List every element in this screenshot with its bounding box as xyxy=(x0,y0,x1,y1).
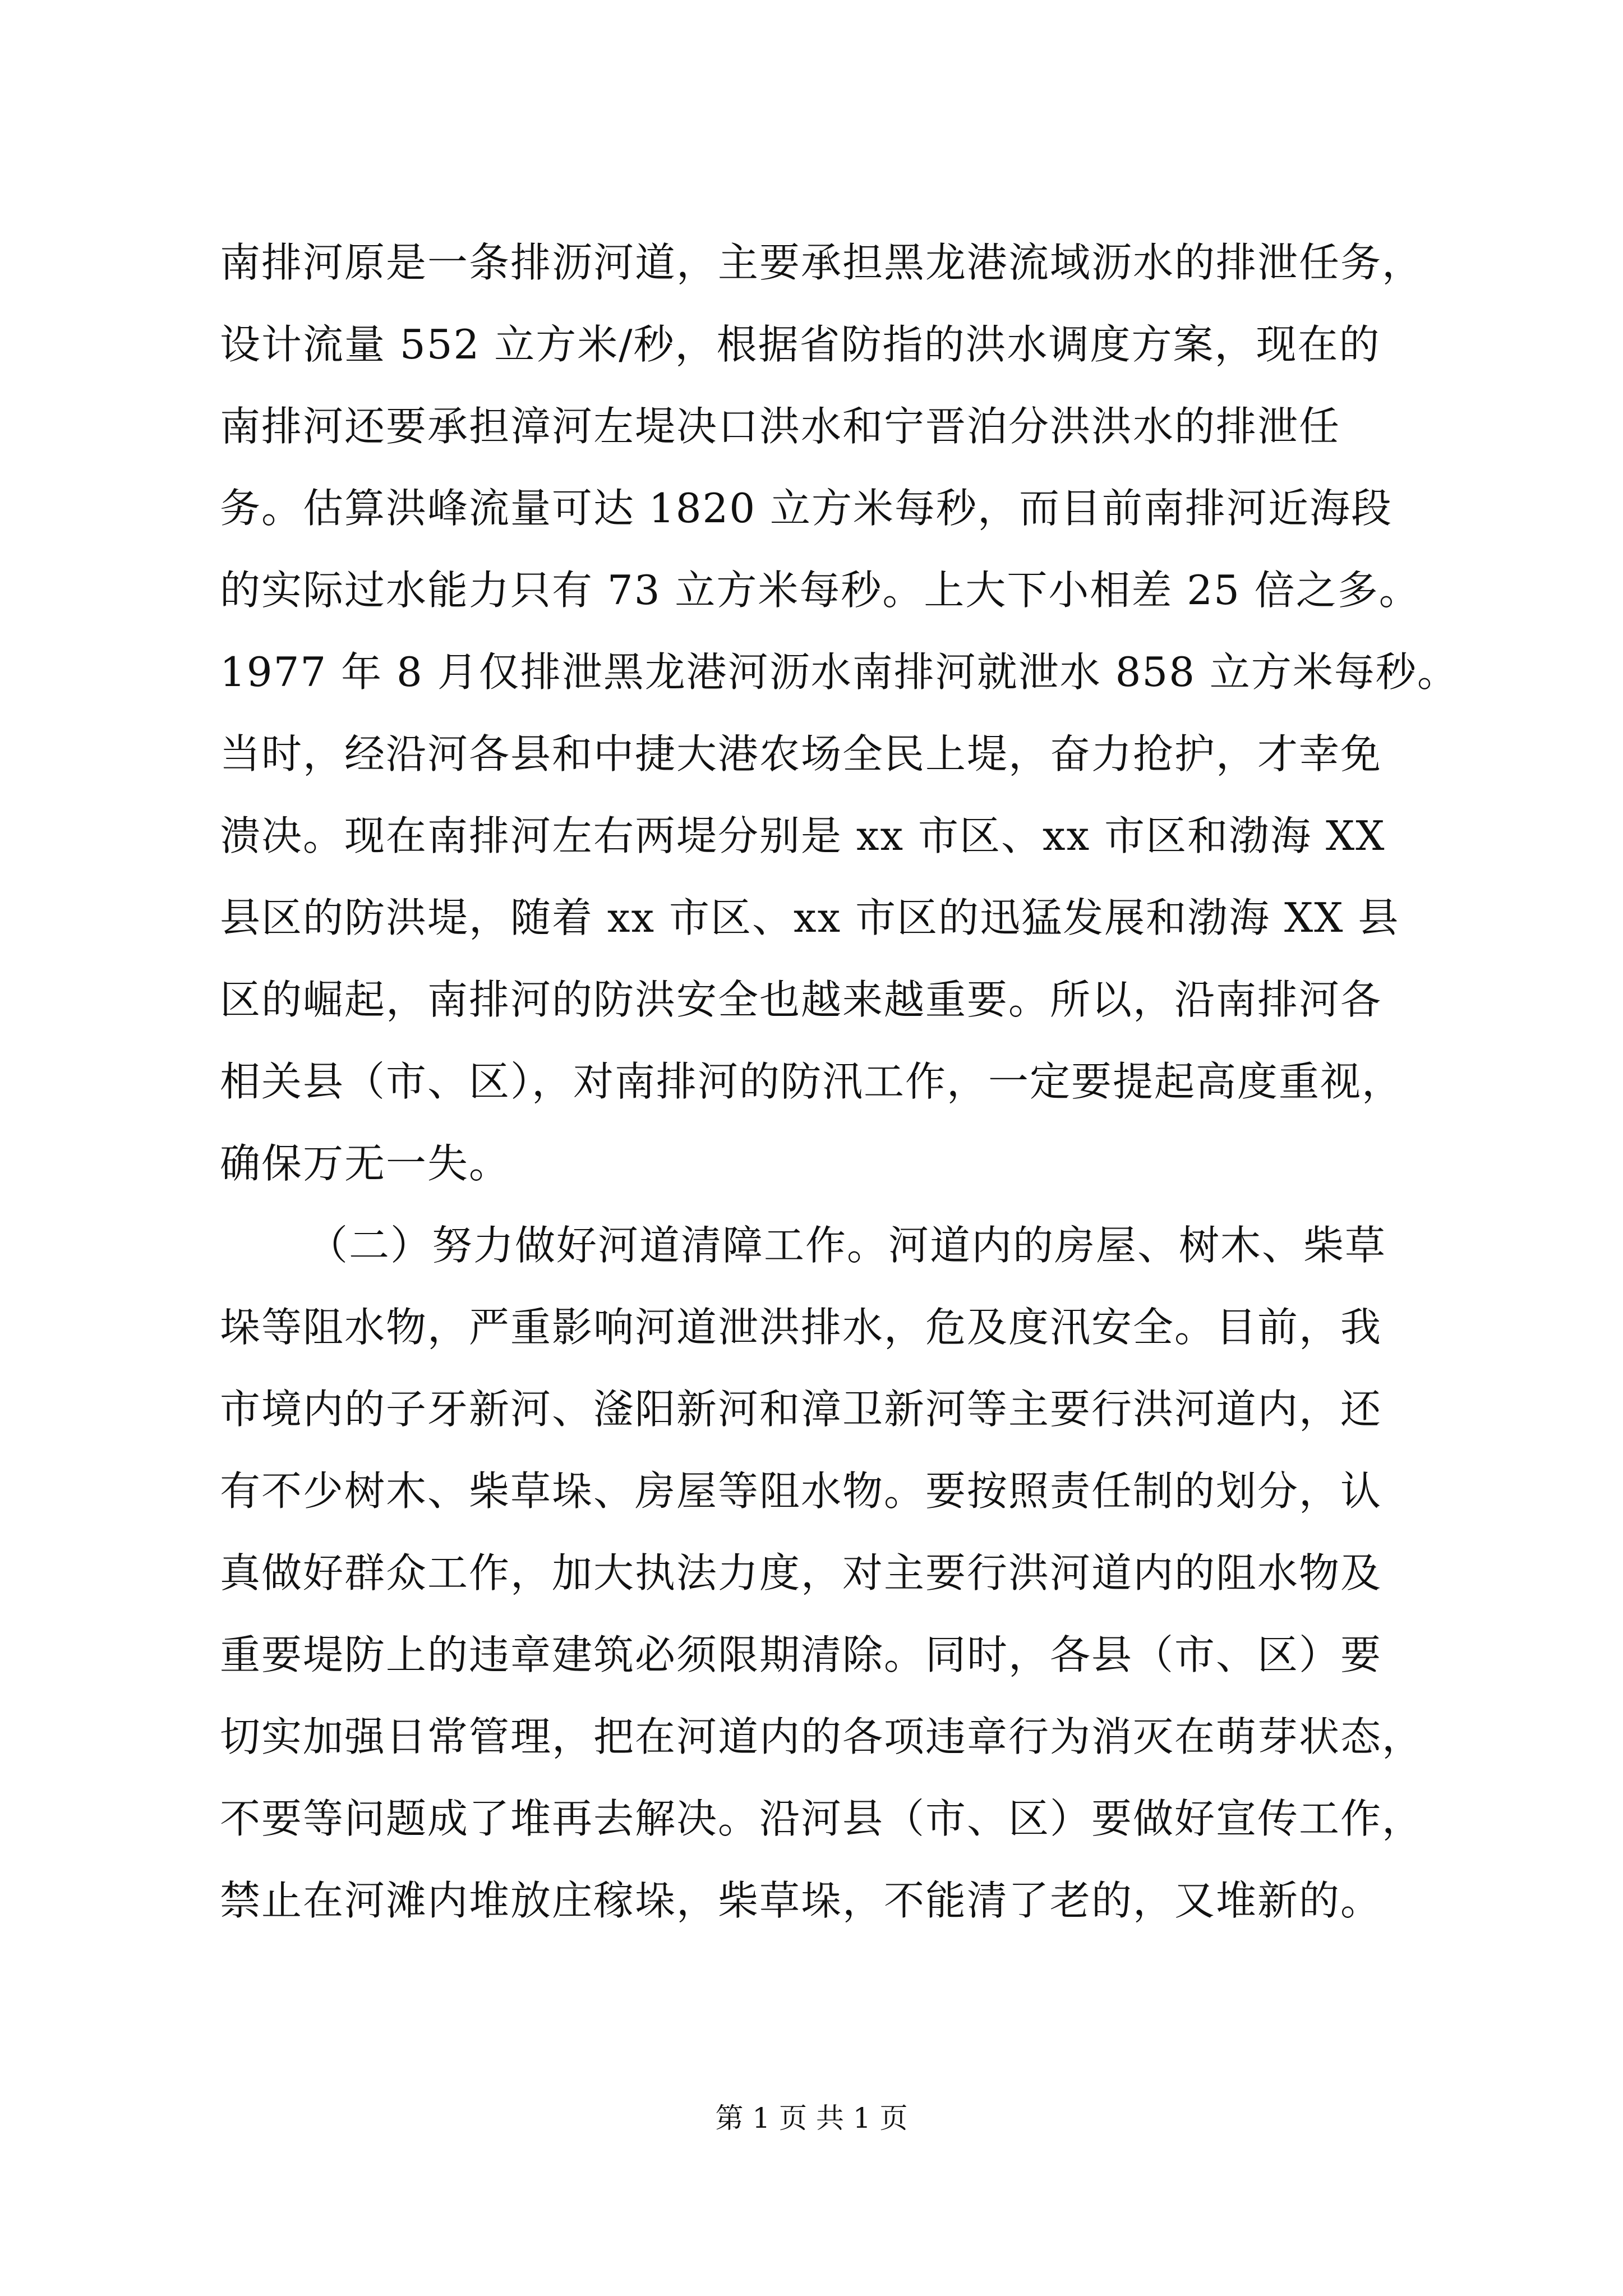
text-line: 确保万无一失。 xyxy=(220,1140,511,1187)
text-line: 1977 年 8 月仅排泄黑龙港河沥水南排河就泄水 858 立方米每秒。 xyxy=(220,648,1459,696)
text-line: 切实加强日常管理，把在河道内的各项违章行为消灭在萌芽状态， xyxy=(220,1713,1424,1760)
text-line: 设计流量 552 立方米/秒，根据省防指的洪水调度方案，现在的 xyxy=(220,321,1381,368)
text-line: 市境内的子牙新河、滏阳新河和漳卫新河等主要行洪河道内，还 xyxy=(220,1386,1382,1433)
text-line: 南排河原是一条排沥河道，主要承担黑龙港流域沥水的排泄任务， xyxy=(220,239,1424,286)
text-line: 有不少树木、柴草垛、房屋等阻水物。要按照责任制的划分，认 xyxy=(220,1467,1382,1515)
text-line: 县区的防洪堤，随着 xx 市区、xx 市区的迅猛发展和渤海 XX 县 xyxy=(220,894,1400,941)
text-line: 的实际过水能力只有 73 立方米每秒。上大下小相差 25 倍之多。 xyxy=(220,567,1421,614)
text-line: 务。估算洪峰流量可达 1820 立方米每秒，而目前南排河近海段 xyxy=(220,485,1393,532)
text-line: 真做好群众工作，加大执法力度，对主要行洪河道内的阻水物及 xyxy=(220,1549,1382,1596)
text-line: 垛等阻水物，严重影响河道泄洪排水，危及度汛安全。目前，我 xyxy=(220,1304,1382,1351)
text-line: 禁止在河滩内堆放庄稼垛，柴草垛，不能清了老的，又堆新的。 xyxy=(220,1877,1382,1924)
document-body xyxy=(220,222,1459,1941)
text-line: 不要等问题成了堆再去解决。沿河县（市、区）要做好宣传工作， xyxy=(220,1795,1424,1842)
text-line: 重要堤防上的违章建筑必须限期清除。同时，各县（市、区）要 xyxy=(220,1631,1382,1678)
page-number-label: 第 1 页 共 1 页 xyxy=(715,2102,908,2134)
section-heading-line: （二）努力做好河道清障工作。河道内的房屋、树木、柴草 xyxy=(307,1222,1387,1269)
text-line: 当时，经沿河各县和中捷大港农场全民上堤，奋力抢护，才幸免 xyxy=(220,730,1382,777)
text-line: 南排河还要承担漳河左堤决口洪水和宁晋泊分洪洪水的排泄任 xyxy=(220,403,1341,450)
page-footer xyxy=(0,2101,1623,2135)
text-line: 区的崛起，南排河的防洪安全也越来越重要。所以，沿南排河各 xyxy=(220,976,1382,1023)
text-line: 相关县（市、区），对南排河的防汛工作，一定要提起高度重视， xyxy=(220,1058,1404,1105)
text-line: 溃决。现在南排河左右两堤分别是 xx 市区、xx 市区和渤海 XX xyxy=(220,812,1386,859)
